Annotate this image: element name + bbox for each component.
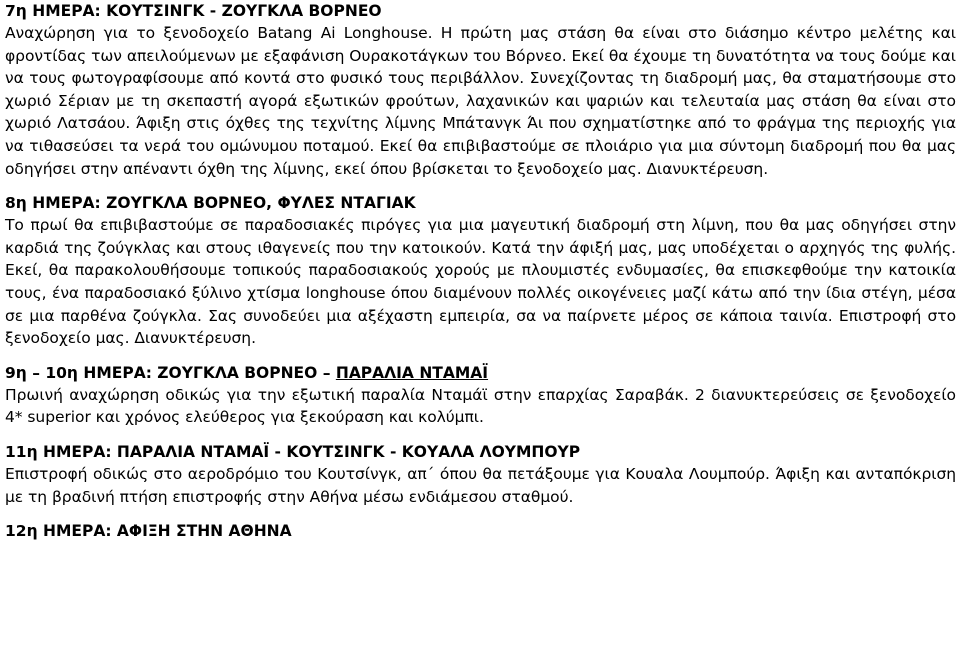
day9-10-heading-prefix: 9η – 10η ΗΜΕΡΑ: ΖΟΥΓΚΛΑ ΒΟΡΝΕΟ – [5,363,336,382]
day7-heading: 7η ΗΜΕΡΑ: ΚΟΥΤΣΙΝΓΚ - ΖΟΥΓΚΛΑ ΒΟΡΝΕΟ [5,2,382,20]
day7-text: Αναχώρηση για το ξενοδοχείο Batang Ai Longhouse. Η πρώτη μας στάση θα είναι στο διάσημο κέντρο μελέτης και φροντίδας των απειλούμενων με εξαφάνιση Ουρακοτάγκων του Βόρνεο. Εκεί θα έχουμε τη δυνατότητα να τους δούμε και να τους φωτογραφίσουμε από κοντά στο φυσικό τους περιβάλλον. Συνεχίζοντας τη διαδρομή μας, θα σταματήσουμε στο χωριό Σέριαν με τη σκεπαστή αγορά εξωτικών φρούτων, λαχανικών και ψαριών και τελευταία μας στάση θα είναι στο χωριό Λατσάου. Άφιξη στις όχθες της τεχνίτης λίμνης Μπάτανγκ Άι που σχηματίστηκε από το φράγμα της περιοχής για να τιθασεύσει τα νερά του ομώνυμου ποταμού. Εκεί θα επιβιβαστούμε σε πλοιάριο για μια σύντομη διαδρομή που θα μας οδηγήσει στην απέναντι όχθη της λίμνης, εκεί όπου βρίσκεται το ξενοδοχείο μας. Διανυκτέρευση. [5,24,956,178]
spacer [5,429,956,441]
day7-section [5,0,956,180]
spacer [5,350,956,362]
day11-section [5,441,956,508]
day8-heading: 8η ΗΜΕΡΑ: ΖΟΥΓΚΛΑ ΒΟΡΝΕΟ, ΦΥΛΕΣ ΝΤΑΓΙΑΚ [5,194,416,213]
day12-section [5,520,956,542]
spacer [5,180,956,192]
day8-text: Το πρωί θα επιβιβαστούμε σε παραδοσιακές πιρόγες για μια μαγευτική διαδρομή στη λίμνη, που θα μας οδηγήσει στην καρδιά της ζούγκλας και στους ιθαγενείς που την κατοικούν. Κατά την άφιξή μας, μας υποδέχεται ο αρχηγός της φυλής. Εκεί, θα παρακολουθήσουμε τοπικούς παραδοσιακούς χορούς με πλουμιστές ενδυμασίες, θα επισκεφθούμε την κατοικία τους, ένα παραδοσιακό ξύλινο χτίσμα longhouse όπου διαμένουν πολλές οικογένειες μαζί κάτω από την ίδια στέγη, μέσα σε μια παρθένα ζούγκλα. Σας συνοδεύει μια αξέχαστη εμπειρία, σα να παίρνετε μέρος σε κάποια ταινία. Επιστροφή στο ξενοδοχείο μας. Διανυκτέρευση. [5,216,956,348]
day9-10-text: Πρωινή αναχώρηση οδικώς για την εξωτική παραλία Νταμάϊ στην επαρχίας Σαραβάκ. 2 διανυκτερεύσεις σε ξενοδοχείο 4* superior και χρόνος ελεύθερος για ξεκούραση και κολύμπι. [5,385,956,427]
day9-10-section [5,362,956,429]
day9-10-heading [5,362,956,384]
day12-heading: 12η ΗΜΕΡΑ: ΑΦΙΞΗ ΣΤΗΝ ΑΘΗΝΑ [5,522,292,541]
day8-section [5,192,956,350]
day9-10-heading-underlined: ΠΑΡΑΛΙΑ ΝΤΑΜΑΪ [335,363,489,382]
day11-heading: 11η ΗΜΕΡΑ: ΠΑΡΑΛΙΑ ΝΤΑΜΑΪ - ΚΟΥΤΣΙΝΓΚ - ΚΟΥΑΛΑ ΛΟΥΜΠΟΥΡ [5,442,581,461]
spacer [5,508,956,520]
day11-text: Επιστροφή οδικώς στο αεροδρόμιο του Κουτσίνγκ, απ΄ όπου θα πετάξουμε για Κουαλα Λουμπούρ. Άφιξη και ανταπόκριση με τη βραδινή πτήση επιστροφής στην Αθήνα μέσω ενδιάμεσου σταθμού. [5,464,956,506]
